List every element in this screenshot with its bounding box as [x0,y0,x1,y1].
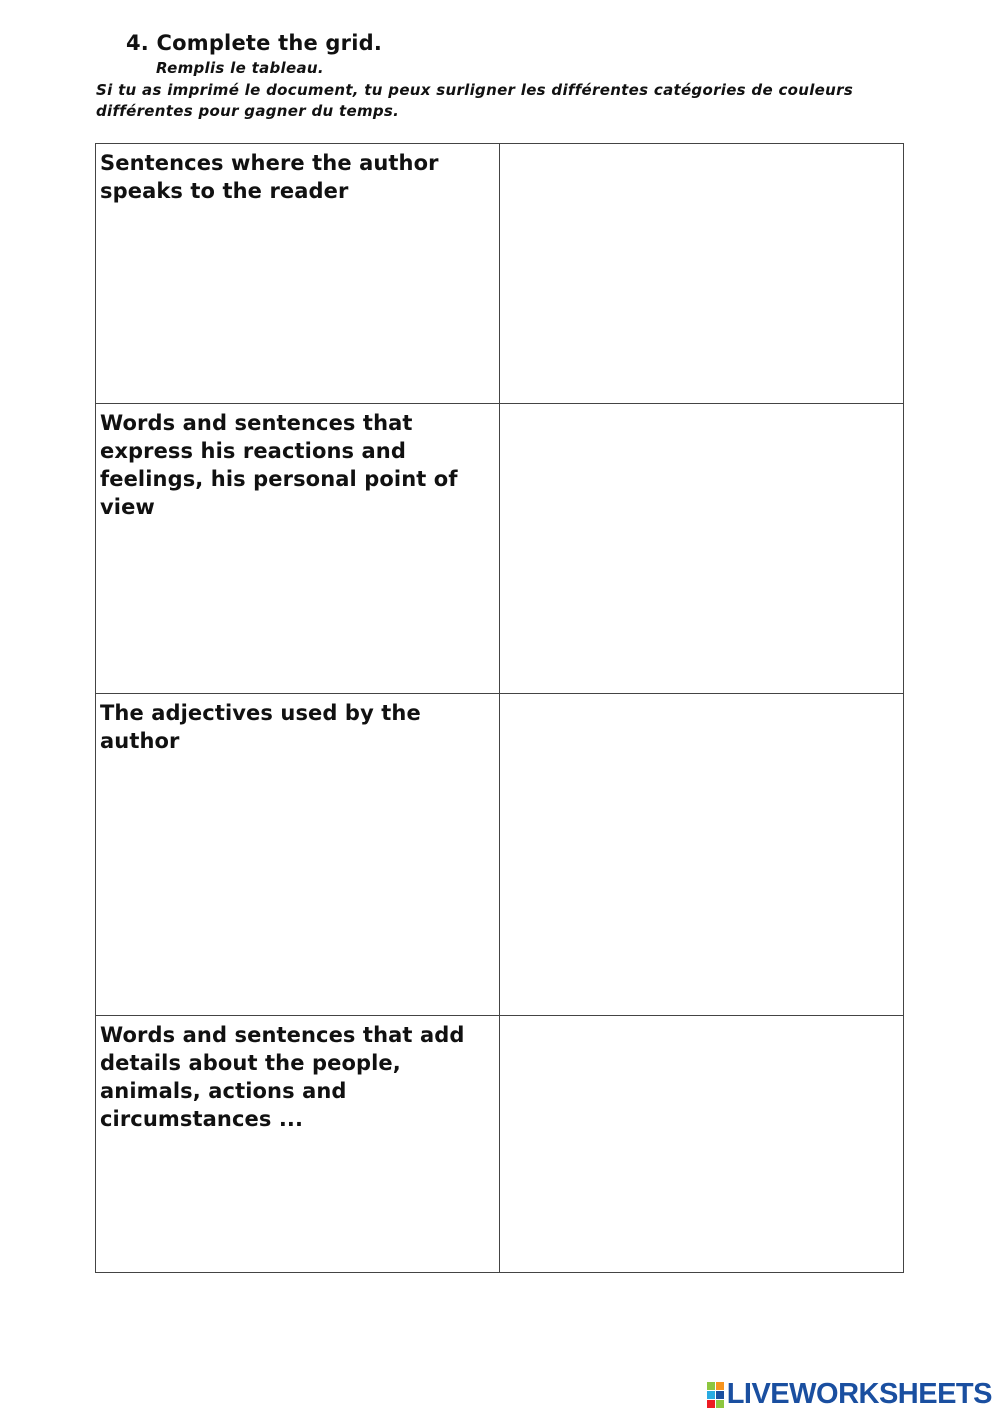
logo-square [716,1391,724,1399]
heading: 4. Complete the grid. [126,31,383,55]
row-label-cell [96,694,500,1015]
row-label-cell [96,1016,500,1272]
grid-row [96,1016,903,1272]
logo-square [716,1400,724,1408]
grid-row [96,404,903,693]
logo-text: LIVEWORKSHEETS [726,1378,992,1410]
row-label-cell [96,404,500,693]
logo-square [707,1400,715,1408]
grid-row [96,694,903,1015]
liveworksheets-logo-icon [707,1382,724,1408]
row-label: The adjectives used by the author [100,701,421,753]
instructions: Si tu as imprimé le document, tu peux surligner les différentes catégories de couleurs différentes pour gagner du temps. [96,81,854,120]
liveworksheets-logo[interactable] [707,1378,992,1411]
logo-square [707,1391,715,1399]
grid-row [96,144,903,403]
answer-cell[interactable] [500,144,903,403]
logo-square [707,1382,715,1390]
row-label: Sentences where the author speaks to the reader [100,151,439,203]
subtitle: Remplis le tableau. [156,59,324,77]
completion-grid [95,143,904,1273]
row-label: Words and sentences that express his reactions and feelings, his personal point of view [100,411,458,519]
answer-cell[interactable] [500,1016,903,1272]
logo-square [716,1382,724,1390]
answer-cell[interactable] [500,694,903,1015]
row-label-cell [96,144,500,403]
row-label: Words and sentences that add details about the people, animals, actions and circumstances ... [100,1023,465,1131]
answer-cell[interactable] [500,404,903,693]
